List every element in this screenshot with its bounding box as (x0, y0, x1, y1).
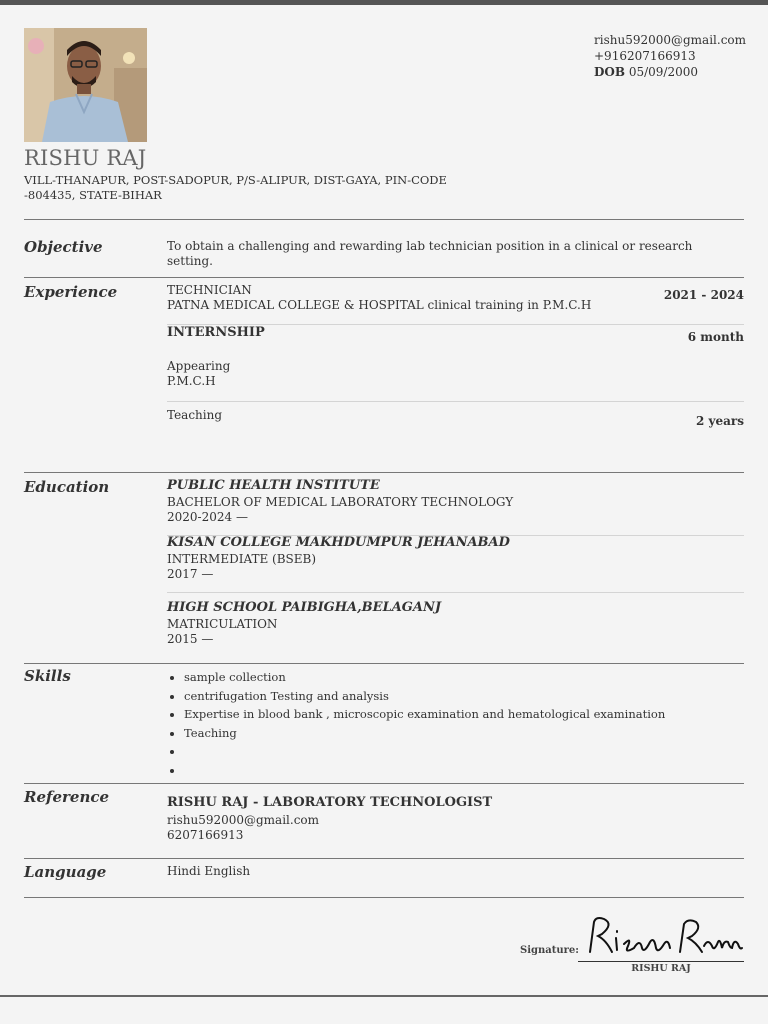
signature-label: Signature: (520, 945, 579, 956)
skills-list (167, 668, 665, 779)
experience-period: 6 month (687, 330, 744, 344)
contact-email[interactable]: rishu592000@gmail.com (594, 33, 747, 47)
divider (24, 783, 744, 784)
objective-text: To obtain a challenging and rewarding lab technician position in a clinical or research setting. (167, 239, 693, 268)
section-title-education: Education (24, 478, 110, 496)
section-title-objective: Objective (24, 238, 103, 256)
education-school: PUBLIC HEALTH INSTITUTE (167, 478, 380, 493)
dob-label: DOB (594, 65, 626, 79)
divider (24, 663, 744, 664)
section-title-skills: Skills (24, 667, 71, 685)
experience-line: Appearing (167, 359, 231, 373)
experience-period: 2 years (696, 414, 744, 428)
signature-handwriting (584, 914, 744, 960)
education-degree: INTERMEDIATE (BSEB) (167, 552, 317, 566)
section-title-reference: Reference (24, 788, 110, 806)
skill-item: • Teaching (184, 724, 665, 743)
education-years: 2020-2024 — (167, 510, 248, 524)
skill-item (184, 742, 665, 761)
candidate-address: VILL-THANAPUR, POST-SADOPUR, P/S-ALIPUR, DIST-GAYA, PIN-CODE -804435, STATE-BIHAR (24, 173, 447, 202)
candidate-name: RISHU RAJ (24, 146, 147, 170)
profile-photo (24, 28, 147, 142)
skill-item: • centrifugation Testing and analysis (184, 687, 665, 706)
experience-line: P.M.C.H (167, 374, 216, 388)
section-title-language: Language (24, 863, 107, 881)
divider (24, 858, 744, 859)
sub-divider (167, 592, 744, 593)
reference-phone[interactable]: 6207166913 (167, 828, 244, 842)
contact-dob (594, 64, 746, 80)
signature-line (578, 961, 744, 962)
contact-block (594, 32, 746, 80)
reference-name: RISHU RAJ - LABORATORY TECHNOLOGIST (167, 795, 493, 810)
education-years: 2017 — (167, 567, 214, 581)
language-text: Hindi English (167, 864, 251, 878)
experience-role: Teaching (167, 408, 223, 422)
reference-email[interactable]: rishu592000@gmail.com (167, 813, 320, 827)
top-border (0, 0, 768, 5)
education-degree: MATRICULATION (167, 617, 278, 631)
divider (24, 219, 744, 220)
bottom-border (0, 995, 768, 997)
signature-name: RISHU RAJ (631, 963, 691, 974)
divider (24, 897, 744, 898)
education-school: KISAN COLLEGE MAKHDUMPUR JEHANABAD (167, 535, 510, 550)
experience-role: TECHNICIAN (167, 283, 252, 297)
sub-divider (167, 401, 744, 402)
dob-value: 05/09/2000 (628, 65, 699, 79)
skill-item (184, 761, 665, 780)
contact-phone[interactable]: +916207166913 (594, 49, 696, 63)
divider (24, 472, 744, 473)
education-years: 2015 — (167, 632, 214, 646)
skill-item: • sample collection (184, 668, 665, 687)
divider (24, 277, 744, 278)
education-degree: BACHELOR OF MEDICAL LABORATORY TECHNOLOGY (167, 495, 514, 509)
education-school: HIGH SCHOOL PAIBIGHA,BELAGANJ (167, 600, 442, 615)
experience-role: INTERNSHIP (167, 325, 265, 340)
section-title-experience: Experience (24, 283, 118, 301)
skill-item: • Expertise in blood bank , microscopic examination and hematological examination (184, 705, 665, 724)
experience-period: 2021 - 2024 (663, 288, 744, 302)
experience-detail: PATNA MEDICAL COLLEGE & HOSPITAL clinical training in P.M.C.H (167, 298, 592, 312)
